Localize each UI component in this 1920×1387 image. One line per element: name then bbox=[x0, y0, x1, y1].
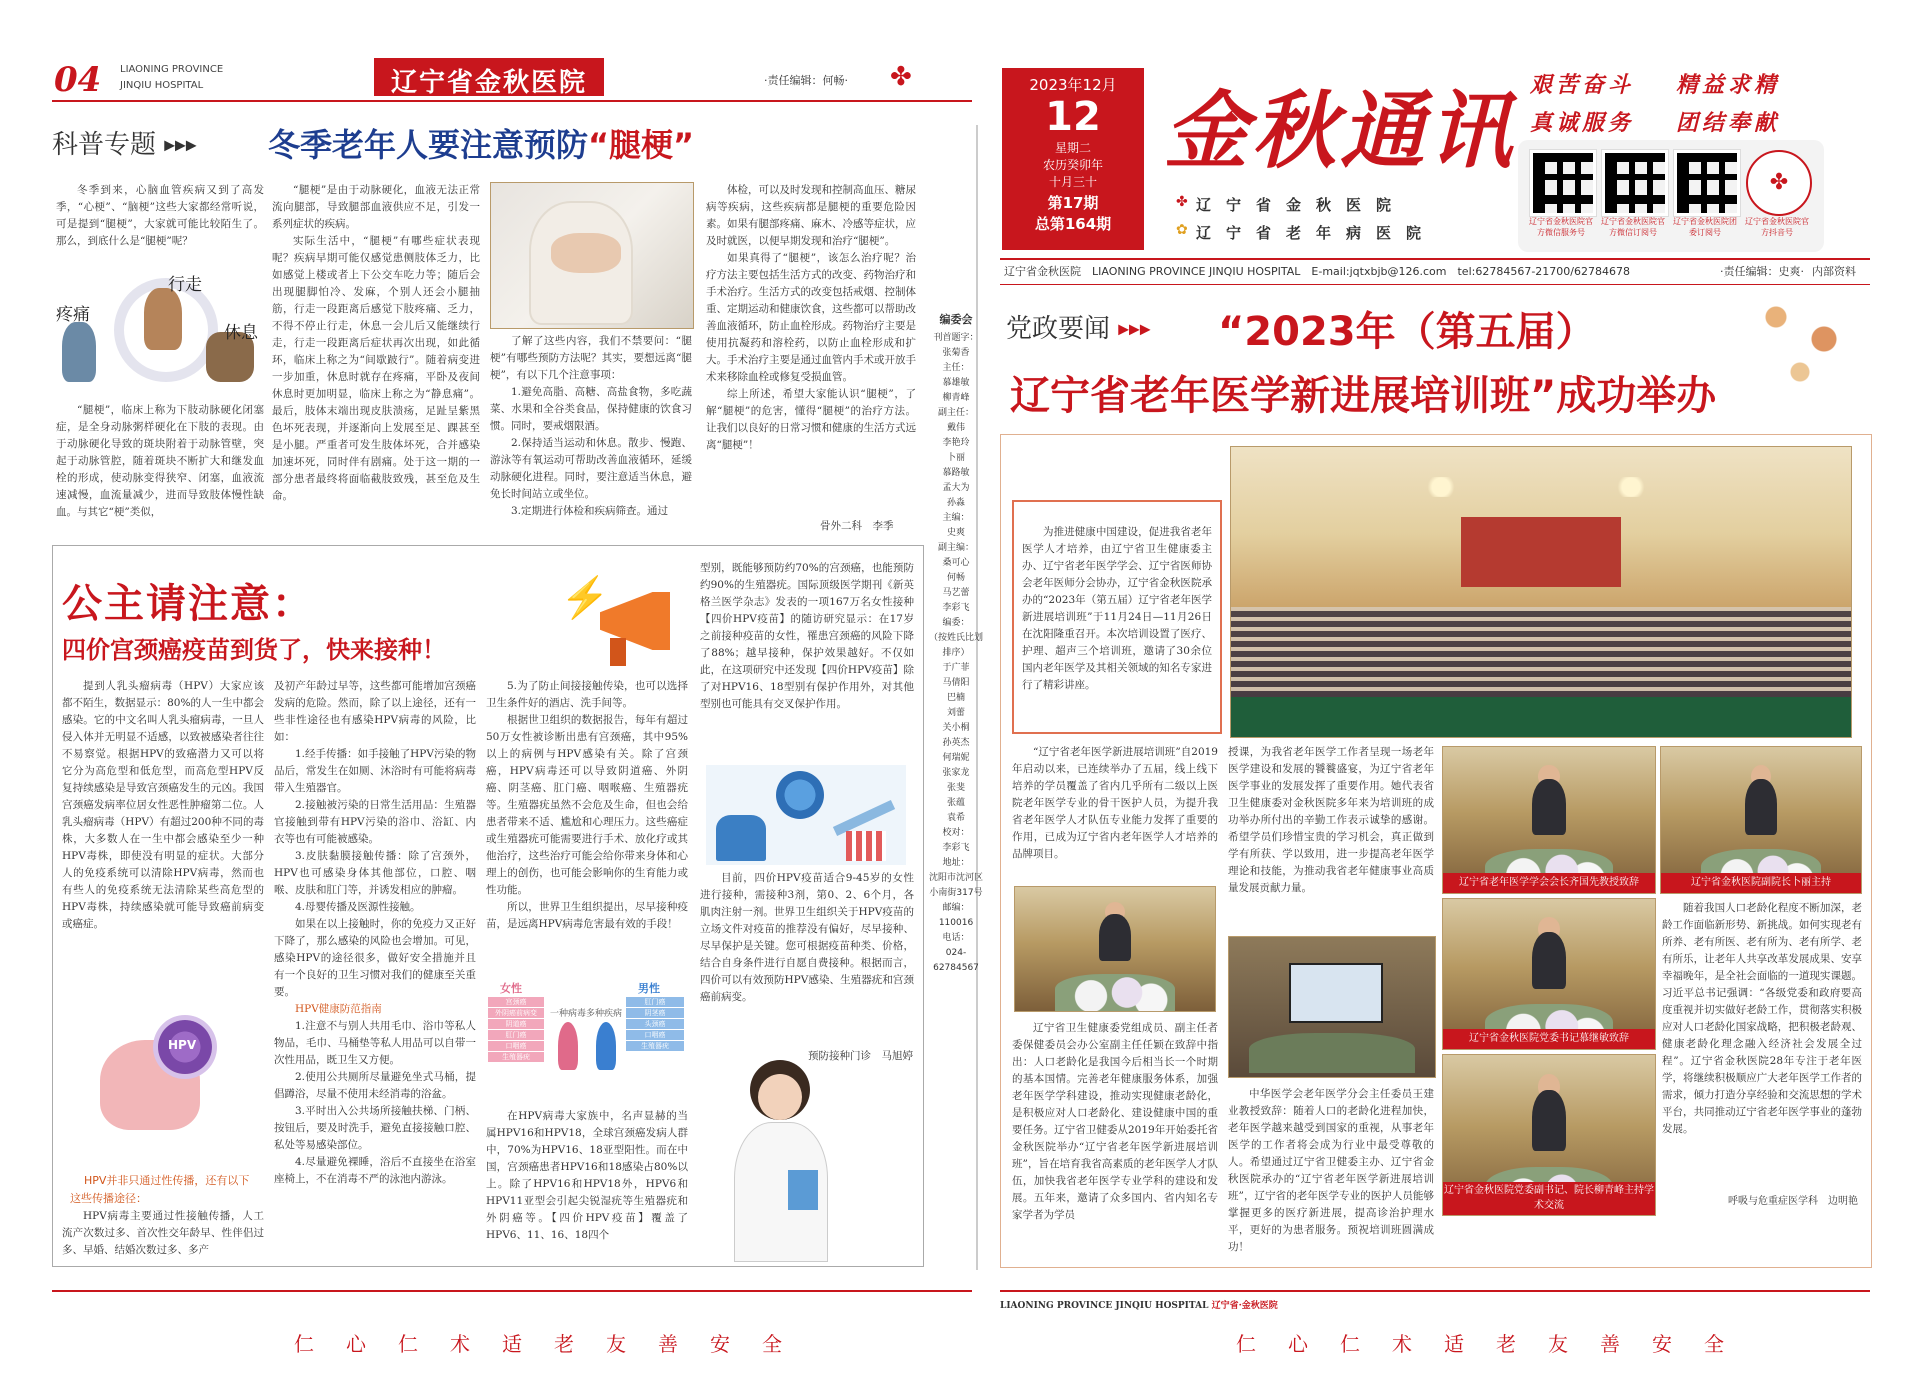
autumn-leaves-decoration bbox=[1740, 284, 1860, 394]
editorial-board-item: 慕雄敏 bbox=[942, 378, 970, 388]
news-col2-para2: 中华医学会老年医学分会主任委员王建业教授致辞：随着人口的老龄化进程加快，老年医学越来越受到国家的重视，从事老年医学的工作者将会成为行业中最受尊敬的人。希望通过辽宁省卫健委主办、辽宁省金秋医院承办的“辽宁省老年医学新进展培训班”，辽宁省的老年医学专业的医护人员能够掌握更多的医疗新进展，提高诊治护理水平，更好的为患者服务。预祝培训班圆满成功！ bbox=[1228, 1088, 1434, 1253]
article2-col1b bbox=[62, 1208, 264, 1262]
info-bar-contact: 辽宁省金秋医院 LIAONING PROVINCE JINQIU HOSPITAL E-mail:jqtxbjb@126.com tel:62784567-21700/62784678 bbox=[1004, 265, 1630, 278]
male-item: 生殖器疣 bbox=[626, 1041, 684, 1051]
video-speech-photo bbox=[1228, 936, 1436, 1078]
article2-col1b-para: HPV病毒主要通过性接触传播，人工流产次数过多、首次性交年龄早、性伴侣过多、早婚、结婚次数过多、多产 bbox=[62, 1210, 264, 1256]
virus-cluster-icon bbox=[776, 771, 824, 819]
editorial-board-item: 刊首题字： bbox=[933, 333, 979, 343]
editorial-board-item: 编委： bbox=[942, 618, 970, 628]
chandelier-icon bbox=[1421, 477, 1461, 497]
article1-col1b-para: “腿梗”，临床上称为下肢动脉硬化闭塞症，是全身动脉粥样硬化在下肢的表现。由于动脉硬化导致的斑块附着于动脉管壁，突起于动脉管腔，随着斑块不断扩大和继发血栓的形成，使动脉变得狭窄、闭塞，血液流速减慢，血流量减少，进而导致肢体慢性缺血。与其它“梗”类似， bbox=[56, 404, 264, 518]
megaphone-handle bbox=[610, 638, 626, 666]
photo-liu-qingfeng bbox=[1442, 1054, 1656, 1216]
clipboard-icon bbox=[788, 1170, 818, 1210]
hospital1-name: 辽 宁 省 金 秋 医 院 bbox=[1196, 196, 1392, 214]
date-year-month: 2023年12月 bbox=[1029, 76, 1117, 94]
flower-icon-2: ✿ bbox=[1176, 222, 1188, 238]
editorial-board bbox=[928, 312, 984, 976]
news-col1-para2: 辽宁省卫生健康委党组成员、副主任者委保健委员会办公室副主任任颖在致辞中指出：人口老龄化是我国今后相当长一个时期的基本国情。完善老年健康服务体系，加强老年医学学科建设，推动实现健康老龄化，是积极应对人口老龄化、建设健康中国的重要任务。辽宁省卫健委从2019年开始委托省金秋医院举办“辽宁省老年医学新进展培训班”，旨在培育我省高素质的老年医学人才队伍，加快我省老年医学专业学科的建设和发展。五年来，邀请了众多国内、省内知名专家学者为学员 bbox=[1012, 1022, 1218, 1221]
editorial-board-item: 史爽 bbox=[946, 528, 965, 538]
editorial-board-item: 卜丽 bbox=[946, 453, 965, 463]
editorial-board-item: 关小桐 bbox=[942, 723, 970, 733]
hands-shape bbox=[551, 233, 621, 273]
doctor-illustration bbox=[720, 1060, 840, 1260]
article2-col2-para1: 及初产年龄过早等，这些都可能增加宫颈癌发病的危险。然而，除了以上途径，还有一些非性途径也有感染HPV病毒的风险，比如： bbox=[274, 680, 476, 743]
left-header-rule bbox=[52, 100, 972, 102]
article2-col2-para4: 3.皮肤黏膜接触传播：除了宫颈外，HPV也可感染身体其他部位，口腔、咽喉、皮肤和肛门等，并诱发相应的肿瘤。 bbox=[274, 850, 476, 896]
article2-col3b bbox=[486, 1108, 688, 1262]
article1-col4-para2: 如果真得了“腿梗”，该怎么治疗呢？治疗方法主要包括生活方式的改变、药物治疗和手术治疗。生活方式的改变包括戒烟、控制体重、定期运动和健康饮食，这些都可以帮助改善血液循环，防止血栓形成。药物治疗主要是使用抗凝药和溶栓药，以防止血栓形成和扩大。手术治疗主要是通过血管内手术或开放手术来移除血栓或修复受损血管。 bbox=[706, 252, 916, 383]
caption-qi-guoxian: 辽宁省老年医学学会会长齐国先教授致辞 bbox=[1443, 873, 1655, 893]
section-label-dangzheng bbox=[1006, 308, 1151, 345]
news-col1b bbox=[1012, 1020, 1218, 1262]
front-table bbox=[1231, 697, 1851, 737]
article1-col3-para3: 2.保持适当运动和休息。散步、慢跑、游泳等有氧运动可帮助改善血液循环，延缓动脉硬化进程。同时，要注意适当休息，避免长时间站立或坐位。 bbox=[490, 437, 692, 500]
article2-col2 bbox=[274, 678, 476, 1262]
hospital2-name: 辽 宁 省 老 年 病 医 院 bbox=[1196, 224, 1422, 242]
male-label: 男性 bbox=[638, 982, 660, 995]
editorial-board-item: 孙淼 bbox=[946, 498, 965, 508]
knee-pain-photo bbox=[490, 182, 694, 329]
editorial-board-item: 何畅 bbox=[946, 573, 965, 583]
editorial-board-item: 马艺蕾 bbox=[942, 588, 970, 598]
label-walk: 行走 bbox=[168, 275, 202, 295]
editorial-board-item: 戴伟 bbox=[946, 423, 965, 433]
editorial-board-item: 刘蕾 bbox=[946, 708, 965, 718]
article2-col4-para2: 目前，四价HPV疫苗适合9-45岁的女性进行接种，需接种3剂，第0、2、6个月，各肌肉注射一剂。世界卫生组织关于HPV疫苗的立场文件对疫苗的推荐没有偏好，尽早接种、尽早保护是关键。您可根据疫苗种类、价格，结合自身条件进行自愿自费接种。根据而言，四价可以有效预防HPV感染、生殖器疣和宫颈癌前病变。 bbox=[700, 872, 914, 1003]
editorial-board-item: 巴楠 bbox=[946, 693, 965, 703]
article1-title bbox=[268, 120, 694, 166]
male-item: 阴茎癌 bbox=[626, 1008, 684, 1018]
female-label: 女性 bbox=[500, 982, 522, 995]
article2-col4 bbox=[700, 560, 914, 756]
editorial-board-item: 副主任： bbox=[937, 408, 974, 418]
info-bar-internal: 内部资料 bbox=[1812, 265, 1856, 278]
caption-bu-li: 辽宁省金秋医院副院长卜丽主持 bbox=[1661, 873, 1861, 893]
article1-col1b bbox=[56, 402, 264, 532]
hpv-note-line2: 这些传播途径： bbox=[70, 1192, 147, 1205]
editorial-board-item: 主任： bbox=[942, 363, 970, 373]
date-day: 12 bbox=[1045, 94, 1101, 140]
headline-line1: “2023年（第五届） bbox=[1218, 309, 1596, 355]
video-screen bbox=[1289, 963, 1383, 1023]
chandelier-icon bbox=[1611, 477, 1651, 497]
article2-col2-para10: 4.尽量避免裸睡，浴后不直接坐在浴室座椅上，不在消毒不严的泳池内游泳。 bbox=[274, 1156, 476, 1185]
qr-code-wechat-service[interactable] bbox=[1530, 150, 1596, 216]
walking-figure-icon bbox=[144, 288, 182, 350]
article1-col1 bbox=[56, 182, 264, 270]
section-label-kepu bbox=[52, 124, 197, 161]
editorial-board-item: 何瑞妮 bbox=[942, 753, 970, 763]
scientists-icon bbox=[716, 815, 766, 861]
article2-col4-para1: 型别，既能够预防约70%的宫颈癌，也能预防约90%的生殖器疣。国际顶级医学期刊《新英格兰医学杂志》发表的一项167万名女性接种【四价HPV疫苗】的随访研究显示：在17岁之前接种疫苗的女性，罹患宫颈癌的风险下降了88%；越早接种，保护效果越好。不仅如此，在这项研究中还发现【四价HPV疫苗】除了对HPV16、18型别有保护作用外，对其他型别也可能具有交叉保护作用。 bbox=[700, 562, 914, 710]
editorial-board-item: 张蕴 bbox=[946, 798, 965, 808]
male-item: 口咽癌 bbox=[626, 1030, 684, 1040]
slogan-1: 艰苦奋斗 bbox=[1530, 72, 1635, 98]
editorial-board-item: 沈阳市沈河区 bbox=[928, 873, 983, 883]
article2-col1 bbox=[62, 678, 264, 968]
female-item: 口咽癌 bbox=[488, 1041, 544, 1051]
slogan-2: 精益求精 bbox=[1676, 72, 1781, 98]
speaker-ren-photo bbox=[1014, 886, 1216, 1012]
intro-text bbox=[1022, 524, 1212, 728]
section-label-text-2: 党政要闻 bbox=[1006, 314, 1111, 344]
editorial-board-item: 张斐 bbox=[946, 783, 965, 793]
vaccine-illustration bbox=[706, 765, 906, 865]
info-bar-editor: ·责任编辑：史爽· bbox=[1720, 265, 1804, 278]
female-item: 生殖器疣 bbox=[488, 1052, 544, 1062]
qr-label-4: 辽宁省金秋医院官方抖音号 bbox=[1745, 217, 1809, 237]
article2-col2-para9: 3.平时出入公共场所接触扶梯、门柄、按钮后，要及时洗手，避免直接接触口腔、私处等易感染部位。 bbox=[274, 1105, 476, 1151]
editorial-board-item: 副主编： bbox=[937, 543, 974, 553]
article1-col2-para1: “腿梗”是由于动脉硬化，血液无法正常流向腿部，导致腿部血液供应不足，引发一系列症状的疾病。 bbox=[272, 184, 480, 230]
triangle-arrows-icon-2: ▶▶▶ bbox=[1118, 321, 1151, 338]
article2-col3 bbox=[486, 678, 688, 978]
editorial-board-item: 电话： bbox=[942, 933, 970, 943]
hospital-en-line1: LIAONING PROVINCE bbox=[120, 64, 224, 75]
editorial-board-item: 024-62784567 bbox=[933, 948, 979, 973]
article1-col3-para2: 1.避免高脂、高糖、高盐食物，多吃蔬菜、水果和全谷类食品，保持健康的饮食习惯。同时，要戒烟限酒。 bbox=[490, 386, 692, 432]
editorial-board-item: 李彩飞 bbox=[942, 843, 970, 853]
qr-label-1: 辽宁省金秋医院官方微信服务号 bbox=[1529, 217, 1593, 237]
issue-number: 第17期 bbox=[1047, 194, 1099, 212]
article1-title-quote: “腿梗” bbox=[588, 126, 695, 164]
article2-col3-para2: 根据世卫组织的数据报告，每年有超过50万女性被诊断出患有宫颈癌，其中95%以上的病例与HPV感染有关。除了宫颈癌，HPV病毒还可以导致阴道癌、外阴癌、阴茎癌、肛门癌、咽喉癌、生殖器疣等。生殖器疣虽然不会危及生命，但也会给患者带来不适、尴尬和心理压力。这些癌症或生殖器疣可能需要进行手术、放化疗或其他治疗，这些治疗可能会给你带来身体和心理上的创伤，也可能会影响你的生育能力或性功能。 bbox=[486, 714, 688, 896]
male-item: 肛门癌 bbox=[626, 997, 684, 1007]
editorial-board-item: 地址： bbox=[942, 858, 970, 868]
article2-col2-para8: 2.使用公共厕所尽量避免坐式马桶，提倡蹲浴，尽量不使用未经消毒的浴盆。 bbox=[274, 1071, 476, 1100]
article2-subtitle: 四价宫颈癌疫苗到货了，快来接种！ bbox=[62, 636, 446, 664]
article1-col4-para3: 综上所述，希望大家能认识“腿梗”，了解“腿梗”的危害，懂得“腿梗”的治疗方法。让我们以良好的日常习惯和健康的生活方式远离“腿梗”！ bbox=[706, 388, 916, 451]
article2-col4-para3: 在HPV病毒大家族中，名声显赫的当属HPV16和HPV18，全球宫颈癌发病人群中，70%为HPV16、18亚型阳性。而在中国，宫颈癌患者HPV16和18感染占80%以上。除了HPV16和HPV18外，HPV6和HPV11亚型会引起尖锐湿疣等生殖器疣和外阴癌等。【四价HPV疫苗】覆盖了HPV6、11、16、18四个 bbox=[486, 1110, 688, 1241]
label-rest: 休息 bbox=[224, 323, 258, 343]
news-col4 bbox=[1662, 900, 1862, 1190]
hospital-name: 辽宁省金秋医院 bbox=[390, 68, 587, 98]
megaphone-icon bbox=[560, 574, 680, 674]
left-header bbox=[52, 58, 917, 98]
editorial-board-item: 孟大为 bbox=[942, 483, 970, 493]
maple-leaf-icon: ✤ bbox=[890, 62, 912, 92]
photo-qi-guoxian bbox=[1442, 746, 1656, 894]
slogan-4: 团结奉献 bbox=[1676, 110, 1781, 136]
page-number: 04 bbox=[54, 60, 102, 100]
hospital-name-banner bbox=[374, 58, 604, 96]
editorial-board-item: 马倩阳 bbox=[942, 678, 970, 688]
editorial-board-item: 主编： bbox=[942, 513, 970, 523]
hpv-note-line1: HPV并非只通过性传播，还有以下 bbox=[84, 1174, 250, 1187]
editorial-board-item: 110016 bbox=[938, 918, 974, 928]
article1-col1-para: 冬季到来，心脑血管疾病又到了高发季，“心梗”、“脑梗”这些大家都经常听说，可是提到“腿梗”，大家就可能比较陌生了。那么，到底什么是“腿梗”呢？ bbox=[56, 184, 264, 247]
editorial-board-item: 李艳玲 bbox=[942, 438, 970, 448]
qr-code-youth-league[interactable] bbox=[1674, 150, 1740, 216]
intro-para: 为推进健康中国建设，促进我省老年医学人才培养，由辽宁省卫生健康委主办、辽宁省老年医学学会、辽宁省医师协会老年医师分会协办，辽宁省金秋医院承办的“2023年（第五届）辽宁省老年医学新进展培训班”于11月24日—11月26日在沈阳隆重召开。本次培训设置了医疗、护理、超声三个培训班，邀请了30余位国内老年医学及其相关领域的知名专家进行了精彩讲座。 bbox=[1022, 526, 1212, 691]
editorial-board-item: 邮编： bbox=[942, 903, 970, 913]
hall-photo bbox=[1230, 446, 1852, 738]
slogan-3: 真诚服务 bbox=[1530, 110, 1635, 136]
weekday: 星期二 bbox=[1054, 141, 1091, 155]
editorial-board-list bbox=[928, 331, 984, 976]
hpv-disease-infographic bbox=[486, 978, 688, 1102]
lunar-line1: 农历癸卯年 bbox=[1042, 158, 1103, 172]
footer-en: LIAONING PROVINCE JINQIU HOSPITAL bbox=[1000, 1301, 1209, 1311]
hospital-en-line2: JINQIU HOSPITAL bbox=[120, 80, 204, 91]
maple-icon-1: ✤ bbox=[1176, 194, 1188, 210]
female-item: 外阴癌前病变 bbox=[488, 1008, 544, 1018]
editorial-board-title: 编委会 bbox=[939, 313, 973, 326]
pain-figure-icon bbox=[62, 322, 96, 382]
infographic-title: 一种病毒多种疾病 bbox=[550, 1009, 623, 1019]
right-footer-motto: 仁 心 仁 术 适 老 友 善 安 全 bbox=[1236, 1332, 1730, 1356]
male-list bbox=[626, 996, 684, 1052]
intro-box bbox=[1012, 500, 1222, 734]
female-item: 宫颈癌 bbox=[488, 997, 544, 1007]
article2-author: 预防接种门诊 马旭婷 bbox=[808, 1050, 913, 1062]
news-col2-para1: 授课，为我省老年医学工作者呈现一场老年医学建设和发展的饕餮盛宴，为辽宁省老年医学事业的发展发挥了重要作用。她代表省卫生健康委对金秋医院多年来为培训班的成功举办所付出的辛勤工作表示诚挚的感谢。希望学员们珍惜宝贵的学习机会，真正做到学有所获、学以致用，进一步提高老年医学理论和技能，为推动我省老年健康事业高质量发展贡献力量。 bbox=[1228, 746, 1434, 894]
article2-col3-para1: 5.为了防止间接接触传染，也可以选择卫生条件好的酒店、洗手间等。 bbox=[486, 680, 688, 709]
article1-col4-para1: 体检，可以及时发现和控制高血压、糖尿病等疾病，这些疾病都是腿梗的重要危险因素。如果有腿部疼痛、麻木、冷感等症状，应及时就医，以便早期发现和治疗“腿梗”。 bbox=[706, 184, 916, 247]
female-item: 肛门癌 bbox=[488, 1030, 544, 1040]
article1-col2-para2: 实际生活中，“腿梗”有哪些症状表现呢？疾病早期可能仅感觉患侧肢体乏力，比如感觉上楼或者上下公交车吃力等；随后会出现腿脚怕冷、发麻，个别人还会小腿抽筋，行走一段距离后感觉下肢疼痛、乏力，不得不停止行走，休息一会儿后又能继续行走，行走一段距离后症状再次出现，如此循环，临床上称之为“间歇跛行”。随着病变进一步加重，休息时就存在疼痛，平卧及夜间休息时更加明显，临床上称之为“静息痛”。最后，肢体末端出现皮肤溃疡，足趾呈紫黑色坏死表现，并逐渐向上发展至足、踝甚至是小腿。严重者可发生肢体坏死，合并感染加速坏死，同时伴有剧痛。处于这一期的一部分患者最终将面临截肢致残，甚至危及生命。 bbox=[272, 235, 480, 502]
editorial-board-item: 校对： bbox=[942, 828, 970, 838]
editorial-board-item: 张菊香 bbox=[942, 348, 970, 358]
news-author: 呼吸与危重症医学科 边明艳 bbox=[1728, 1196, 1858, 1207]
article1-col2 bbox=[272, 182, 480, 534]
male-figure-icon bbox=[596, 1022, 616, 1070]
qr-code-douyin[interactable]: ✤ bbox=[1746, 150, 1812, 216]
claudication-diagram bbox=[56, 270, 264, 400]
article1-col3 bbox=[490, 333, 692, 533]
editorial-board-item: 柳青峰 bbox=[942, 393, 970, 403]
footer-cn: 辽宁省·金秋医院 bbox=[1211, 1301, 1278, 1311]
article1-title-main: 冬季老年人要注意预防 bbox=[268, 126, 589, 164]
editorial-board-item: （按姓氏比划排序） bbox=[928, 633, 983, 658]
news-col1-para1: “辽宁省老年医学新进展培训班”自2019年启动以来，已连续举办了五届，线上线下培养的学员覆盖了省内几乎所有二级以上医院老年医学专业的骨干医护人员，为提升我省老年医学人才队伍专业能力发挥了重要的作用，已成为辽宁省内老年医学人才培养的品牌项目。 bbox=[1012, 746, 1218, 860]
lightning-icon: ⚡ bbox=[560, 575, 610, 621]
guide-title: HPV健康防范指南 bbox=[295, 1003, 382, 1015]
headline-line2: 辽宁省老年医学新进展培训班”成功举办 bbox=[1010, 373, 1717, 419]
info-bar bbox=[1000, 258, 1870, 285]
photo-mu-jimin bbox=[1442, 898, 1656, 1050]
doctor-face bbox=[758, 1074, 802, 1120]
right-footer-rule bbox=[1000, 1290, 1870, 1292]
article2-col3-para3: 所以，世界卫生组织提出，尽早接种疫苗，是远离HPV病毒危害最有效的手段！ bbox=[486, 901, 688, 930]
label-pain: 疼痛 bbox=[56, 305, 90, 325]
news-col2b bbox=[1228, 1086, 1434, 1264]
test-tubes-icon bbox=[846, 831, 886, 861]
editorial-board-item: 于广菲 bbox=[942, 663, 970, 673]
article2-col2-para2: 1.经手传播：如手接触了HPV污染的物品后，常发生在如厕、沐浴时有可能将病毒带入生殖器官。 bbox=[274, 748, 476, 794]
female-figure-icon bbox=[558, 1022, 578, 1070]
lunar-line2: 十月三十 bbox=[1048, 175, 1097, 189]
article2-title: 公主请注意： bbox=[62, 581, 314, 627]
hpv-virus-illustration bbox=[80, 1010, 250, 1160]
date-box bbox=[1002, 68, 1144, 250]
female-list bbox=[488, 996, 544, 1063]
editor-credit: ·责任编辑：何畅· bbox=[764, 74, 848, 87]
stage-screen bbox=[1461, 517, 1621, 587]
editorial-board-item: 李彩飞 bbox=[942, 603, 970, 613]
news-col4-para: 随着我国人口老龄化程度不断加深，老龄工作面临新形势、新挑战。如何实现老有所养、老有所医、老有所为、老有所学、老有所乐，让老年人共享改革发展成果、安享幸福晚年，是全社会面临的一道现实课题。习近平总书记强调：“各级党委和政府要高度重视并切实做好老龄工作，贯彻落实积极应对人口老龄化国家战略，把积极老龄观、健康老龄化理念融入经济社会发展全过程”。辽宁省金秋医院28年专注于老年医学，将继续积极顺应广大老年医学工作者的需求，倾力打造分享经验和交流思想的学术平台，共同推动辽宁省老年医学事业的蓬勃发展。 bbox=[1662, 902, 1862, 1135]
editorial-board-item: 慕路敏 bbox=[942, 468, 970, 478]
left-footer-motto: 仁 心 仁 术 适 老 友 善 安 全 bbox=[294, 1332, 788, 1356]
caption-liu-qingfeng: 辽宁省金秋医院党委副书记、院长柳青峰主持学术交流 bbox=[1443, 1182, 1655, 1215]
masthead: 金秋通讯 bbox=[1164, 81, 1517, 180]
podium-flowers bbox=[1249, 1033, 1415, 1073]
news-col2 bbox=[1228, 744, 1434, 934]
hpv-bubble-label: HPV bbox=[168, 1038, 197, 1052]
editorial-board-item: 袁希 bbox=[946, 813, 965, 823]
article2-col4b bbox=[700, 870, 914, 1048]
article2-col1-para1: 提到人乳头瘤病毒（HPV）大家应该都不陌生，数据显示：80%的人一生中都会感染。它的中文名叫人乳头瘤病毒，一旦人侵入体并无明显不适感，以致被感染者往往不易察觉。根据HPV的致癌潜力又可以将它分为高危型和低危型，而高危型HPV反复持续感染是导致宫颈癌发生的元凶。我国宫颈癌发病率位居女性恶性肿瘤第二位。人乳头瘤病毒（HPV）有超过200种不同的毒株，大多数人在一生中都会感染至少一种HPV毒株，即使没有明显的症状。大部分人的免疫系统可以清除HPV病毒，然而也有些人的免疫系统无法清除某些高危型的HPV毒株，持续感染就可能导致癌前病变或癌症。 bbox=[62, 680, 264, 930]
article2-col2-para5: 4.母婴传播及医源性接触。 bbox=[295, 901, 421, 913]
article1-author: 骨外二科 李季 bbox=[820, 520, 894, 532]
caption-mu-jimin: 辽宁省金秋医院党委书记慕继敏致辞 bbox=[1443, 1029, 1655, 1049]
qr-code-wechat-subscription[interactable] bbox=[1602, 150, 1668, 216]
male-item: 头颈癌 bbox=[626, 1019, 684, 1029]
total-issue: 总第164期 bbox=[1034, 215, 1112, 233]
editorial-board-item: 桑可心 bbox=[942, 558, 970, 568]
editorial-board-item: 孙英杰 bbox=[942, 738, 970, 748]
center-footer bbox=[1000, 1298, 1278, 1311]
article1-col4 bbox=[706, 182, 916, 518]
article2-col2-para7: 1.注意不与别人共用毛巾、浴巾等私人物品，毛巾、马桶垫等私人用品可以自带一次性用品，既卫生又方便。 bbox=[274, 1020, 476, 1066]
editorial-board-item: 张家龙 bbox=[942, 768, 970, 778]
editorial-board-item: 小南街317号 bbox=[929, 888, 983, 898]
left-footer-rule bbox=[52, 1290, 972, 1292]
qr-label-2: 辽宁省金秋医院官方微信订阅号 bbox=[1601, 217, 1665, 237]
triangle-arrows-icon: ▶▶▶ bbox=[164, 137, 197, 154]
female-item: 阴道癌 bbox=[488, 1019, 544, 1029]
news-col1 bbox=[1012, 744, 1218, 874]
photo-bu-li bbox=[1660, 746, 1862, 894]
article1-col3-para4: 3.定期进行体检和疾病筛查。通过 bbox=[511, 505, 669, 517]
qr-label-3: 辽宁省金秋医院团委订阅号 bbox=[1673, 217, 1737, 237]
article2-col2-para3: 2.接触被污染的日常生活用品：生殖器官接触到带有HPV污染的浴巾、浴缸、内衣等也有可能被感染。 bbox=[274, 799, 476, 845]
article1-col3-para1: 了解了这些内容，我们不禁要问：“腿梗”有哪些预防方法呢？其实，要想远离“腿梗”，有以下几个注意事项： bbox=[490, 335, 692, 381]
article2-col2-para6: 如果在以上接触时，你的免疫力又正好下降了，那么感染的风险也会增加。可见，感染HPV的途径很多，做好安全措施并且有一个良好的卫生习惯对我们的健康至关重要。 bbox=[274, 918, 476, 998]
section-label-text: 科普专题 bbox=[52, 130, 157, 160]
